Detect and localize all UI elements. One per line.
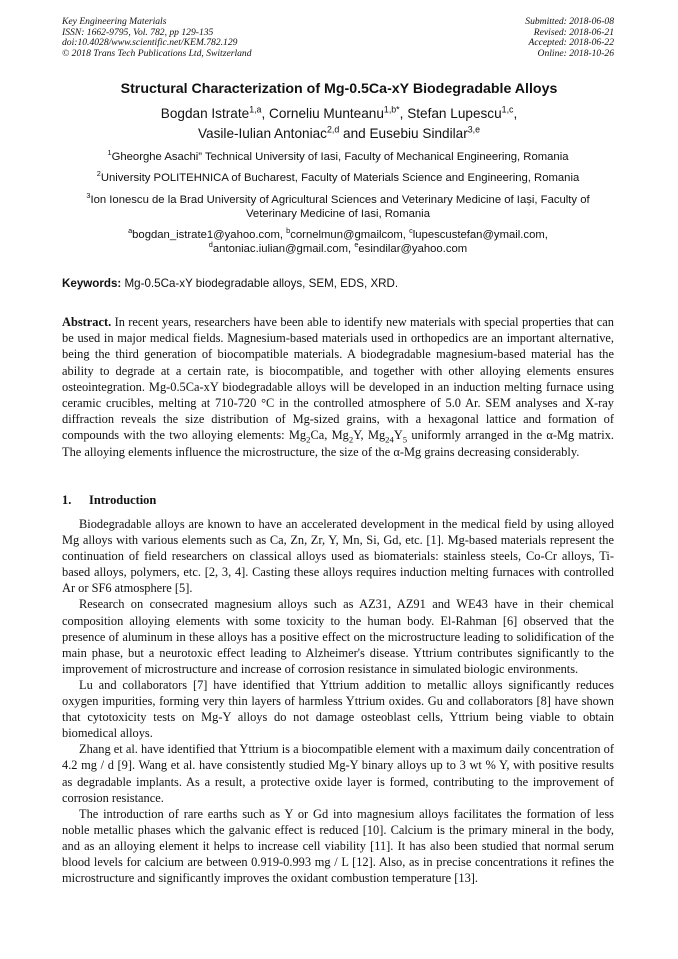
keywords-label: Keywords: [62,277,122,290]
submitted-date: Submitted: 2018-06-08 [525,16,614,27]
author-list: Bogdan Istrate$^{1,a}$, Corneliu Munteanu$^{1,b*}$, Stefan Lupescu$^{1,c}$, Vasile-Iulian Antoniac$^{2,d}$ and Eusebiu Sindilar$^{3,e}$ [160,104,518,141]
subscript: 2 [348,434,354,445]
abstract-text: Ca, Mg [310,428,349,443]
author-name: Corneliu Munteanu [269,106,384,121]
affiliation-text: Gheorghe Asachi” Technical University of Iasi, Faculty of Mechanical Engineering, Romania [111,151,569,163]
section-title: Introduction [89,493,157,507]
subscript: 2 [306,434,311,445]
email-mark: e [354,240,359,250]
affiliation-mark: 2 [96,169,101,179]
journal-info [62,17,252,59]
email-mark: b [286,226,291,236]
email-mark: d [208,240,213,250]
subscript: 5 [402,434,408,445]
abstract-text: Y [393,428,403,443]
author-affiliation-mark: 1,b* [383,104,400,115]
author-name: Vasile-Iulian Antoniac [197,126,327,141]
subscript: 24 [385,434,394,445]
abstract-text: uniformly arranged in the α-Mg matrix. The alloying elements influence the microstructure, the size of the α-Mg grains decreasing considerably. [62,428,614,459]
email-mark: c [409,226,413,236]
paper-title: Structural Characterization of Mg-0.5Ca-xY Biodegradable Alloys [120,81,558,97]
introduction-body [62,516,614,886]
author-name: Bogdan Istrate [160,106,250,121]
affiliation-mark: 3 [86,191,91,201]
paragraph: Zhang et al. have identified that Yttrium is a biocompatible element with a maximum daily concentration of 4.2 mg / d [9]. Wang et al. have consistently studied Mg-Y binary alloys up to 3 wt % Y, with positive results as degradable implants. As a result, a protective oxide layer is formed, contributing to the improvement of corrosion resistance. [62,742,614,805]
paragraph: Lu and collaborators [7] have identified that Yttrium addition to metallic alloys significantly reduces oxygen impurities, forming very thin layers of harmless Yttrium oxides. Gu and collaborators [8] have shown that cytotoxicity tests on Mg-Y alloys do not damage osteoblast cells, Yttrium being viable to obtain biomedical alloys. [62,677,614,741]
author-emails [62,228,614,256]
abstract [62,314,614,460]
affiliation-text: University POLITEHNICA of Bucharest, Faculty of Materials Science and Engineering, Romania [100,172,580,184]
accepted-date: Accepted: 2018-06-22 [528,37,614,49]
paragraph: The introduction of rare earths such as Y or Gd into magnesium alloys facilitates the formation of less noble metallic phases which the galvanic effect is reduced [10]. Calcium is the primary mineral in the body, and as an alloying element it helps to increase cell viability [11]. It has also been studied that normal serum blood levels for calcium are between 0.919-0.993 mg / L [12]. Also, as in precise concentrations it refines the microstructure and significantly improves the oxidant combustion temperature [13]. [62,806,614,886]
abstract-text: Y, Mg [353,428,386,443]
email-address[interactable]: lupescustefan@ymail.com, [412,229,548,241]
section-heading [62,493,156,508]
copyright-line: © 2018 Trans Tech Publications Ltd, Switzerland [62,47,252,59]
issn-line: ISSN: 1662-9795, Vol. 782, pp 129-135 [62,26,214,38]
author-affiliation-mark: 3,e [467,124,481,135]
online-date: Online: 2018-10-26 [537,47,614,59]
paragraph: Research on consecrated magnesium alloys such as AZ31, AZ91 and WE43 have in their chemical composition alloying elements with some toxicity to the human body. El-Rahman [6] observed that the presence of aluminum in these alloys has a positive effect on the microstructure leading to solidification of the main phase, but a neurotoxic effect leading to Alzheimer's disease. Yttrium contributes significantly to the improvement of microstructure and increase of corrosion resistance in simulated biologic environments. [62,597,614,676]
author-affiliation-mark: 1,c [501,104,514,115]
abstract-label: Abstract. [62,315,112,329]
affiliation-3 [62,193,614,221]
publication-dates [525,17,614,59]
doi-line: doi:10.4028/www.scientific.net/KEM.782.129 [62,37,238,49]
affiliation-2 [62,171,614,185]
affiliation-text: Ion Ionescu de la Brad University of Agricultural Sciences and Veterinary Medicine of Iași, Faculty of Veterinary Medicine of Iasi, Romania [90,194,590,220]
revised-date: Revised: 2018-06-21 [533,26,614,38]
paragraph: Biodegradable alloys are known to have an accelerated development in the medical field by using alloyed Mg alloys with various elements such as Ca, Zn, Zr, Y, Mn, Si, Gd, etc. [1]. Mg-based materials represent the continuation of field researchers on classical alloys used as biomaterials: stainless steels, Co-Cr alloys, Ti-based alloys, polymers, etc. [2, 3, 4]. Casting these alloys requires induction melting furnaces with controlled Ar or SF6 atmosphere [5]. [62,517,614,596]
author-affiliation-mark: 1,a [249,104,262,115]
email-address[interactable]: esindilar@yahoo.com [358,243,468,255]
email-address[interactable]: antoniac.iulian@gmail.com, [212,243,355,255]
author-affiliation-mark: 2,d [326,124,340,135]
email-address[interactable]: cornelmun@gmailcom, [290,229,410,241]
keywords [62,277,614,290]
author-name: Stefan Lupescu [407,106,502,121]
email-mark: a [128,226,133,236]
affiliation-mark: 1 [107,148,112,158]
abstract-text: In recent years, researchers have been able to identify new materials with special properties that can be used in major medical fields. Magnesium-based materials used in orthopedics are an important alternative, being the third generation of biocompatible materials. A biodegradable magnesium-based material has the ability to degrade at a certain rate, is biocompatible, and together with other alloying elements ensures osteointegration. Mg-0.5Ca-xY biodegradable alloys will be developed in an induction melting furnace using ceramic crucibles, melting at 710-720 °C in the controlled atmosphere of 5.0 Ar. SEM analyses and X-ray diffraction reveals the size distribution of Mg-sized grains, with a hexagonal lattice and formation of compounds with the two alloying elements: Mg [62,315,614,443]
author-name: Eusebiu Sindilar [369,126,468,141]
author-conjunction: and [343,126,366,141]
affiliation-1 [62,150,614,164]
keywords-text: Mg-0.5Ca-xY biodegradable alloys, SEM, EDS, XRD. [121,277,399,290]
section-number: 1. [62,493,72,507]
journal-name: Key Engineering Materials [62,16,167,27]
email-address[interactable]: bogdan_istrate1@yahoo.com, [132,229,287,241]
